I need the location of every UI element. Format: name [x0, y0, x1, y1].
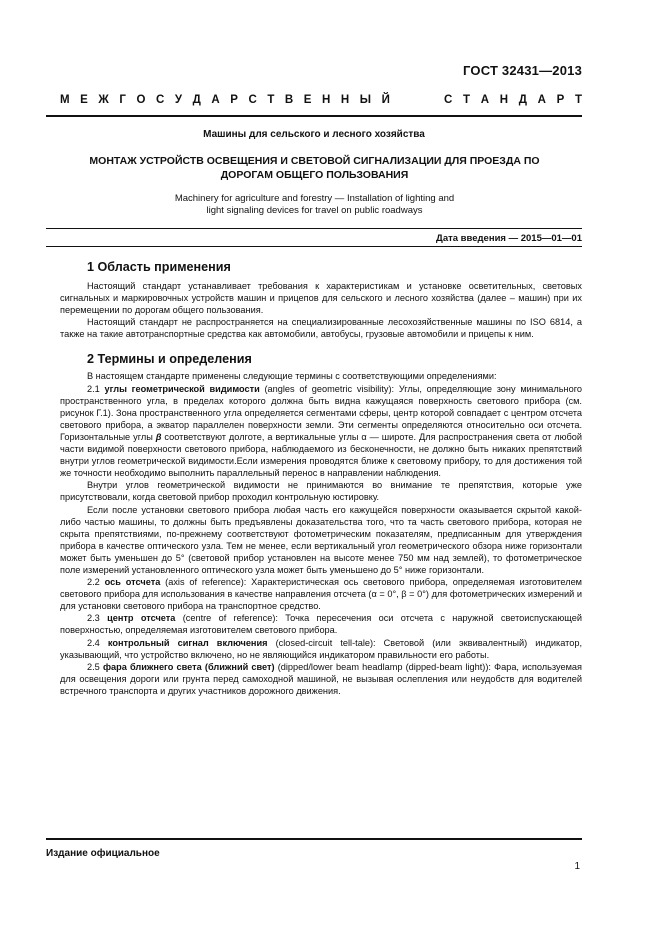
title-line-1: МОНТАЖ УСТРОЙСТВ ОСВЕЩЕНИЯ И СВЕТОВОЙ СИГНАЛИЗАЦИИ ДЛЯ ПРОЕЗДА ПО: [89, 155, 540, 167]
gost-code: ГОСТ 32431—2013: [463, 63, 582, 78]
term-2-1-definition: (angles of geometric visibility): Углы, определяющие зону минимального пространственного угла, в пределах которого должна быть видна кажущаяся поверхность светового прибора (см. рисунок Г.1). Зона пространственного угла определяется сегментами сферы, центр которой совпадает с центром отсчета светового прибора, а экватор параллелен поверхности земли. Эти сегменты определяются относительно оси отсчета. Горизонтальные углы: [60, 383, 582, 442]
banner-letter: С: [444, 94, 453, 106]
term-2-5-number: 2.5: [87, 661, 100, 672]
banner-letter: Е: [303, 94, 312, 106]
banner-letter: Ж: [98, 94, 109, 106]
section-1-heading: 1 Область применения: [87, 260, 231, 274]
english-title-line-2: light signaling devices for travel on public roadways: [206, 205, 423, 216]
term-2-5-definition: (dipped/lower beam headlamp (dipped-beam light)): Фара, используемая для освещения дороги или грунта перед самоходной машиной, не вызывая ослепления или неудобств для водителей встречного транспорта и других участников дорожного движения.: [60, 661, 582, 696]
banner-letter: М: [60, 94, 70, 106]
header-divider: [46, 115, 582, 117]
term-2-4-definition: (closed-circuit tell-tale): Световой (или эквивалентный) индикатор, указывающий, что устройство включено, но не являющийся индикатором правильности его работы.: [60, 637, 582, 660]
term-2-1: [60, 383, 582, 480]
banner-letter: Н: [340, 94, 350, 106]
banner-word-interstate: [60, 94, 390, 106]
title-line-2: ДОРОГАМ ОБЩЕГО ПОЛЬЗОВАНИЯ: [220, 169, 409, 181]
term-2-2-title: ось отсчета: [104, 577, 161, 588]
banner-letter: Р: [230, 94, 238, 106]
official-edition-label: Издание официальное: [46, 848, 160, 859]
term-2-4: [60, 637, 582, 661]
banner-letter: Г: [119, 94, 126, 106]
banner-letter: Д: [518, 94, 527, 106]
banner-letter: Р: [556, 94, 565, 106]
banner-letter: Н: [322, 94, 331, 106]
document-body: [60, 258, 582, 697]
banner-letter: Т: [463, 94, 471, 106]
term-2-4-title: контрольный сигнал включения: [107, 637, 268, 648]
banner-word-standard: [444, 94, 582, 106]
term-2-2-number: 2.2: [87, 577, 100, 588]
term-2-1-title: углы геометрической видимости: [104, 383, 260, 394]
banner-letter: А: [537, 94, 546, 106]
term-2-3-definition: (centre of reference): Точка пересечения оси отсчета с наружной светоиспускающей поверхностью, определяемая изготовителем светового прибора.: [60, 613, 582, 636]
section-2-intro: В настоящем стандарте применены следующие термины с соответствующими определениями:: [87, 371, 497, 382]
english-title: [60, 193, 569, 217]
paragraph-inner-angles: Внутри углов геометрической видимости не принимаются во внимание те препятствия, которые уже присутствовали, когда световой прибор проходил контрольную юстировку.: [60, 480, 582, 503]
term-2-3: [60, 612, 582, 636]
footer-divider: [46, 838, 582, 840]
introduction-date: Дата введения — 2015—01—01: [436, 233, 582, 244]
section-2-heading: 2 Термины и определения: [87, 352, 252, 367]
term-2-2-definition: (axis of reference): Характеристическая ось светового прибора, определяемая изготовителем светового прибора для использования в качестве направления отсчета (α = 0°, β = 0°) для фотометрических измерений и для установки светового прибора на транспортное средство.: [60, 577, 582, 612]
banner-letter: Н: [499, 94, 509, 106]
term-2-1-number: 2.1: [87, 383, 100, 394]
beta-symbol: β: [155, 431, 162, 442]
term-2-3-number: 2.3: [87, 613, 100, 624]
section-1-paragraph-2: Настоящий стандарт не распространяется на специализированные лесохозяйственные машины по ISO 6814, а также на такие автотранспортные средства как автомобили, автобусы, грузовые автомобили и прицепы к ним.: [60, 317, 582, 340]
date-divider-bottom: [46, 246, 582, 247]
term-2-2: [60, 576, 582, 612]
page-number: 1: [574, 861, 580, 872]
document-title: [60, 154, 569, 182]
banner-letter: Т: [267, 94, 275, 106]
banner-letter: Й: [381, 94, 390, 106]
document-subtitle: Машины для сельского и лесного хозяйства: [203, 129, 425, 140]
banner-letter: А: [211, 94, 220, 106]
banner-letter: В: [284, 94, 294, 106]
term-2-3-title: центр отсчета: [107, 613, 176, 624]
term-2-1-definition-cont: соответствуют долготе, а вертикальные углы α — широте. Для распространения света от любой части видимой поверхности светового прибора, наблюдаемого из бесконечности, не должно быть никаких препятствий внутри углов геометрической видимости.Если измерения проводятся ближе к световому прибору, то для достижения той же точности необходимо выполнить параллельный перенос в направлении наблюдения.: [60, 431, 582, 479]
term-2-5-title: фара ближнего света (ближний свет): [102, 661, 275, 672]
term-2-4-number: 2.4: [87, 637, 100, 648]
paragraph-obstruction: Если после установки светового прибора любая часть его кажущейся поверхности оказывается скрытой какой-либо частью машины, то должны быть предъявлены доказательства того, что та часть светового прибора, которая не скрыта препятствиями, по-прежнему соответствуют фотометрическим показателям, предписанным для утверждения прибора в качестве оптического узла. Тем не менее, если вертикальный угол геометрического обзора ниже горизонтали может быть уменьшен до 5° (световой прибор установлен на высоте менее 750 мм над землей), то фотометрическое поле измерений установленного оптического узла может быть уменьшено до 5° ниже горизонтали.: [60, 504, 582, 575]
english-title-line-1: Machinery for agriculture and forestry — Installation of lighting and: [174, 193, 455, 204]
banner-letter: Е: [80, 94, 88, 106]
banner-letter: Т: [574, 94, 582, 106]
banner-letter: Ы: [359, 94, 372, 106]
banner-letter: У: [174, 94, 182, 106]
term-2-5: [60, 661, 582, 697]
banner-letter: С: [248, 94, 257, 106]
banner-letter: Д: [192, 94, 201, 106]
date-divider-top: [46, 228, 582, 229]
banner-letter: С: [155, 94, 165, 106]
section-1-paragraph-1: Настоящий стандарт устанавливает требования к характеристикам и установке осветительных, световых сигнальных и маркировочных устройств машин и прицепов для сельского и лесного хозяйства (далее – машин) при их перемещении по дорогам общего пользования.: [60, 281, 582, 316]
banner-letter: О: [136, 94, 146, 106]
interstate-standard-banner: [60, 94, 582, 106]
banner-letter: А: [480, 94, 490, 106]
